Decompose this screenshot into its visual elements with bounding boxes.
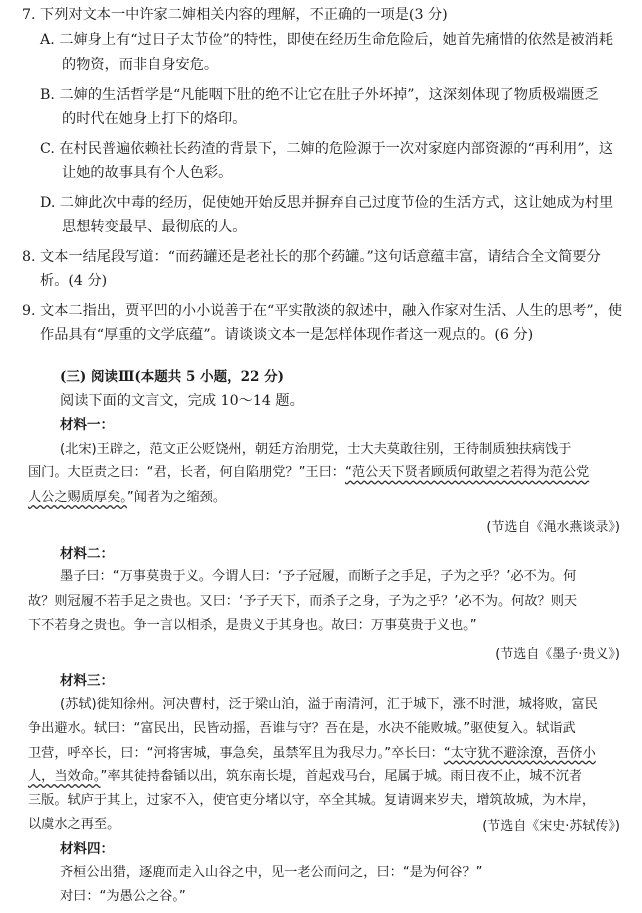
q7-option-d-cont: 思想转变最早、最彻底的人。 bbox=[62, 219, 247, 236]
q7-option-a-cont: 的物资，而非自身安危。 bbox=[62, 56, 219, 73]
q8-text: 8. 文本一结尾段写道：“而药罐还是老社长的那个药罐。”这句话意蕴丰富，请结合全文简要分 bbox=[22, 249, 601, 266]
q7-option-b-cont: 的时代在她身上打下的烙印。 bbox=[62, 111, 247, 128]
q7-option-d: D. 二婶此次中毒的经历，促使她开始反思并摒弃自己过度节俭的生活方式，这让她成为村里 bbox=[40, 195, 614, 212]
section-instruction: 阅读下面的文言文，完成 10～14 题。 bbox=[60, 393, 304, 410]
material-1-wavy-underline: “范公天下贤者顾质何敢望之若得为范公党 bbox=[344, 465, 590, 481]
material-1-line bbox=[28, 488, 226, 508]
material-1-line: (北宋)王辟之，范文正公贬饶州，朝廷方治朋党，士大夫莫敢往别，王待制质独扶病饯于 bbox=[60, 441, 572, 457]
material-4-line: 齐桓公出猎，逐鹿而走入山谷之中，见一老公而问之，曰：“是为何谷？” bbox=[60, 865, 483, 881]
q9-text: 9. 文本二指出，贾平凹的小小说善于在“平实散淡的叙述中，融入作家对生活、人生的思考”，使 bbox=[22, 303, 623, 320]
material-2-source: (节选自《墨子·贵义》) bbox=[495, 647, 620, 663]
material-3-line: (苏轼)徙知徐州。河决曹村，泛于梁山泊，溢于南清河，汇于城下，涨不时泄，城将败，富民 bbox=[60, 697, 598, 713]
q9-text-cont: 作品具有“厚重的文学底蕴”。请谈谈文本一是怎样体现作者这一观点的。(6 分) bbox=[40, 326, 534, 343]
material-4-label: 材料四： bbox=[60, 841, 114, 858]
material-2-line: 墨子曰：“万事莫贵于义。今谓人曰：‘予子冠履，而断子之手足，子为之乎？’必不为。何 bbox=[60, 569, 577, 585]
material-3-text: ”率其徒持畚锸以出，筑东南长堤，首起戏马台，尾属于城。雨日夜不止，城不沉者 bbox=[100, 769, 583, 785]
material-3-source: (节选自《宋史·苏轼传》) bbox=[482, 818, 620, 834]
material-3-line: 争出避水。轼曰：“富民出，民皆动摇，吾谁与守？吾在是，水决不能败城。”驱使复入。轼诣武 bbox=[28, 720, 576, 736]
q7-option-a: A. 二婶身上有“过日子太节俭”的特性，即使在经历生命危险后，她首先痛惜的依然是被消耗 bbox=[40, 32, 613, 49]
material-1-line bbox=[28, 463, 589, 483]
material-1-wavy-underline: 人公之赐质厚矣。 bbox=[28, 490, 127, 506]
material-2-line: 下不若身之贵也。争一言以相杀，是贵义于其身也。故曰：万事莫贵于义也。” bbox=[28, 617, 477, 633]
material-3-line: 以虞水之再至。 bbox=[28, 816, 121, 832]
material-3-text: 卫营，呼卒长，曰：“河将害城，事急矣，虽禁军且为我尽力。”卒长曰： bbox=[28, 745, 444, 761]
material-1-text: ”闻者为之缩颈。 bbox=[126, 490, 227, 506]
material-3-wavy-underline: 人，当效命。 bbox=[28, 769, 101, 785]
q7-option-c-cont: 让她的故事具有个人色彩。 bbox=[62, 165, 233, 182]
material-3-line: 三版。轼庐于其上，过家不入，使官吏分堵以守，卒全其城。复请调来岁夫，增筑故城，为木岸， bbox=[28, 792, 596, 808]
q7-option-b: B. 二婶的生活哲学是“凡能咽下肚的绝不让它在肚子外坏掉”，这深刻体现了物质极端匮乏 bbox=[40, 86, 599, 103]
material-3-label: 材料三： bbox=[60, 673, 114, 690]
material-2-line: 故？则冠履不若手足之贵也。又曰：‘予子天下，而杀子之身，子为之乎？’必不为。何故？则天 bbox=[28, 594, 578, 610]
material-1-text: 国门。大臣责之曰：“君，长者，何自陷朋党？”王曰： bbox=[28, 465, 345, 481]
q7-option-c: C. 在村民普遍依赖社长药渣的背景下，二婶的危险源于一次对家庭内部资源的“再利用”，这 bbox=[40, 140, 614, 157]
material-3-wavy-underline: “太守犹不避涂潦，吾侪小 bbox=[443, 745, 596, 761]
section-header: (三) 阅读Ⅲ(本题共 5 小题，22 分) bbox=[60, 368, 284, 385]
material-1-label: 材料一： bbox=[60, 417, 114, 434]
material-3-line bbox=[28, 767, 582, 787]
material-1-source: (节选自《渑水燕谈录》) bbox=[486, 520, 620, 536]
material-2-label: 材料二： bbox=[60, 545, 114, 562]
material-4-line: 对曰：“为愚公之谷。” bbox=[60, 888, 186, 904]
material-3-line bbox=[28, 744, 596, 764]
q8-text-cont: 析。(4 分) bbox=[40, 272, 108, 289]
q7-stem: 7. 下列对文本一中许家二婶相关内容的理解，不正确的一项是(3 分) bbox=[22, 7, 448, 24]
